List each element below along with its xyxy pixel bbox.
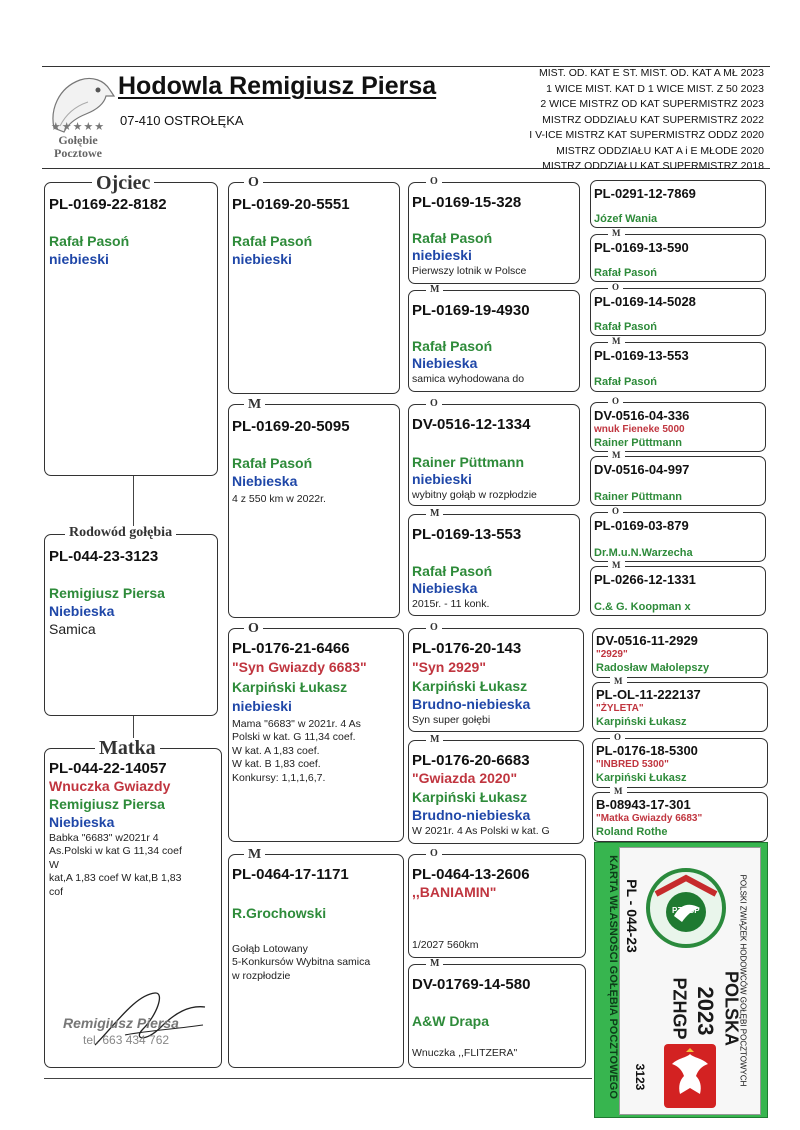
- o-label: O: [426, 399, 442, 409]
- card-right-text: POLSKI ZWIĄZEK HODOWCÓW GOŁĘBI POCZTOWYCH: [738, 874, 748, 1087]
- achievement: MIST. OD. KAT E ST. MIST. OD. KAT A MŁ 2023: [538, 67, 764, 79]
- note-line: Gołąb Lotowany: [232, 943, 308, 955]
- gen4-owner: Józef Wania: [594, 213, 658, 225]
- gen4-ring: PL-OL-11-222137: [596, 687, 701, 702]
- o-label: O: [426, 623, 442, 633]
- card-country: POLSKA: [721, 970, 742, 1046]
- gen3-owner: Rafał Pasoń: [412, 563, 493, 579]
- achievement: 2 WICE MISTRZ OD KAT SUPERMISTRZ 2023: [540, 98, 764, 110]
- subject-card: [44, 534, 218, 716]
- gen3-note: wybitny gołąb w rozpłodzie: [412, 489, 537, 501]
- note-line: cof: [49, 885, 64, 898]
- gen3-note: 2015r. - 11 konk.: [412, 598, 490, 610]
- card-ring-short: PL - 044-23: [624, 879, 640, 953]
- gen3-color: Niebieska: [412, 355, 478, 371]
- gen4-owner: Radosław Małolepszy: [596, 662, 710, 674]
- gen3-color: niebieski: [412, 247, 472, 263]
- dam-sire-owner: Karpiński Łukasz: [232, 679, 348, 695]
- dam-sire-card: [228, 628, 404, 842]
- gen3-name: "Gwiazda 2020": [412, 770, 518, 786]
- gen3-ring: PL-0464-13-2606: [412, 866, 530, 883]
- gen4-ring: PL-0266-12-1331: [594, 572, 696, 587]
- gen3-owner: Rafał Pasoń: [412, 338, 493, 354]
- gen4-owner: Rafał Pasoń: [594, 321, 657, 333]
- achievement: MISTRZ ODDZIAŁU KAT SUPERMISTRZ 2018: [542, 160, 764, 172]
- achievement: I V-ICE MISTRZ KAT SUPERMISTRZ ODDZ 2020: [529, 129, 764, 141]
- gen4-card: [590, 288, 766, 336]
- o-label: O: [608, 283, 623, 292]
- gen4-owner: Rainer Püttmann: [594, 491, 683, 503]
- m-label: M: [608, 561, 625, 570]
- mother-owner: Remigiusz Piersa: [49, 796, 165, 812]
- gen3-owner: A&W Drapa: [412, 1013, 490, 1029]
- gen4-owner: Rafał Pasoń: [594, 267, 657, 279]
- note-line: Babka "6683" w2021r 4: [49, 832, 159, 844]
- gen3-card: [408, 628, 584, 732]
- father-card: [44, 182, 218, 476]
- sire-dam-ring: PL-0169-20-5095: [232, 418, 350, 435]
- signature-name: Remigiusz Piersa: [63, 1015, 179, 1031]
- gen4-owner: Rainer Püttmann: [594, 437, 683, 449]
- m-label: M: [244, 398, 265, 412]
- dam-dam-owner: R.Grochowski: [232, 905, 327, 921]
- father-color: niebieski: [49, 251, 109, 267]
- note-line: Polski w kat. G 11,34 coef.: [232, 731, 356, 744]
- gen4-owner: C.& G. Koopman x: [594, 601, 691, 613]
- gen4-ring: B-08943-17-301: [596, 797, 691, 812]
- sire-dam-card: [228, 404, 400, 618]
- gen4-card: [590, 456, 766, 506]
- gen4-card: [590, 402, 766, 452]
- mother-name: Wnuczka Gwiazdy: [49, 778, 171, 794]
- card-panel: [619, 847, 761, 1115]
- signature-phone: tel. 663 434 762: [83, 1033, 170, 1047]
- gen4-ring: DV-0516-04-336: [594, 408, 690, 423]
- achievement: MISTRZ ODDZIAŁU KAT A i E MŁODE 2020: [556, 144, 764, 157]
- achievements-list: [464, 66, 764, 175]
- father-owner: Rafał Pasoń: [49, 233, 130, 249]
- note-line: W kat. A 1,83 coef.: [232, 744, 320, 757]
- o-label: O: [244, 176, 263, 190]
- gen4-ring: DV-0516-04-997: [594, 462, 690, 477]
- pedigree-label: Rodowód gołębia: [65, 526, 176, 540]
- gen3-note: Syn super gołębi: [412, 714, 491, 726]
- o-label: O: [610, 733, 625, 742]
- gen3-name: ,,BANIAMIN": [412, 884, 497, 900]
- note-line: w rozpłodzie: [232, 969, 291, 982]
- gen4-owner: Karpiński Łukasz: [596, 772, 687, 784]
- gen3-owner: Rainer Püttmann: [412, 454, 525, 470]
- gen3-card: [408, 404, 580, 506]
- gen3-note: Wnuczka ,,FLITZERA": [412, 1047, 518, 1059]
- gen4-name: "Matka Gwiazdy 6683": [596, 813, 703, 824]
- gen4-ring: PL-0169-14-5028: [594, 294, 696, 309]
- mother-card: [44, 748, 222, 1068]
- gen4-ring: PL-0176-18-5300: [596, 743, 698, 758]
- dam-dam-card: [228, 854, 404, 1068]
- mother-label: Matka: [95, 738, 160, 758]
- dam-sire-name: "Syn Gwiazdy 6683": [232, 659, 367, 675]
- sire-sire-color: niebieski: [232, 251, 292, 267]
- note-line: W: [49, 858, 59, 871]
- gen3-color: Brudno-niebieska: [412, 696, 531, 712]
- gen4-card: [592, 628, 768, 678]
- gen3-owner: Rafał Pasoń: [412, 230, 493, 246]
- m-label: M: [610, 677, 627, 686]
- logo-text: Gołębie Pocztowe: [54, 133, 102, 160]
- m-label: M: [426, 509, 443, 519]
- sire-sire-ring: PL-0169-20-5551: [232, 196, 350, 213]
- gen4-card: [590, 180, 766, 228]
- polish-eagle-icon: [664, 1044, 716, 1108]
- note-line: W kat. B 1,83 coef.: [232, 758, 321, 771]
- gen3-note: samica wyhodowana do: [412, 373, 525, 385]
- m-label: M: [608, 451, 625, 460]
- gen4-ring: DV-0516-11-2929: [596, 633, 698, 648]
- gen4-card: [592, 682, 768, 732]
- gen4-owner: Karpiński Łukasz: [596, 716, 687, 728]
- m-label: M: [610, 787, 627, 796]
- subject-owner: Remigiusz Piersa: [49, 585, 165, 601]
- achievement: 1 WICE MIST. KAT D 1 WICE MIST. Z 50 2023: [546, 82, 764, 95]
- mother-color: Niebieska: [49, 814, 115, 830]
- m-label: M: [244, 848, 265, 862]
- father-ring: PL-0169-22-8182: [49, 196, 167, 213]
- gen3-card: [408, 740, 584, 844]
- gen4-card: [590, 512, 766, 562]
- gen4-name: "ŻYLETA": [596, 703, 644, 714]
- note-line: Konkursy: 1,1,1,6,7.: [232, 771, 326, 784]
- logo-stars: ★★★★★: [50, 121, 106, 133]
- gen3-card: [408, 854, 586, 958]
- gen3-name: "Syn 2929": [412, 659, 486, 675]
- gen4-card: [590, 566, 766, 616]
- sire-sire-owner: Rafał Pasoń: [232, 233, 313, 249]
- gen3-note: Pierwszy lotnik w Polsce: [412, 265, 527, 277]
- gen4-ring: PL-0169-13-590: [594, 240, 689, 255]
- m-label: M: [426, 735, 443, 745]
- gen3-note: W 2021r. 4 As Polski w kat. G: [412, 825, 550, 837]
- card-number: 3123: [633, 1063, 647, 1091]
- gen4-owner: Roland Rothe: [596, 826, 668, 838]
- gen3-ring: PL-0176-20-6683: [412, 752, 530, 769]
- dam-dam-ring: PL-0464-17-1171: [232, 866, 349, 883]
- gen3-ring: PL-0169-19-4930: [412, 302, 530, 319]
- gen4-card: [590, 342, 766, 392]
- dam-sire-color: niebieski: [232, 698, 292, 714]
- gen4-name: wnuk Fieneke 5000: [594, 424, 685, 435]
- dam-sire-note: [232, 718, 400, 785]
- m-label: M: [426, 959, 443, 969]
- achievement: MISTRZ ODDZIAŁU KAT SUPERMISTRZ 2022: [542, 113, 764, 126]
- connector-line: [133, 474, 134, 530]
- gen3-color: Niebieska: [412, 580, 478, 596]
- gen3-owner: Karpiński Łukasz: [412, 789, 528, 805]
- sire-sire-card: [228, 182, 400, 394]
- gen4-card: [590, 234, 766, 282]
- note-line: 5-Konkursów Wybitna samica: [232, 956, 371, 969]
- gen4-card: [592, 738, 768, 788]
- note-line: As.Polski w kat G 11,34 coef: [49, 845, 182, 858]
- o-label: O: [426, 177, 442, 187]
- note-line: kat,A 1,83 coef W kat,B 1,83: [49, 872, 182, 885]
- gen3-card: [408, 182, 580, 284]
- o-label: O: [244, 622, 263, 636]
- sire-dam-color: Niebieska: [232, 473, 298, 489]
- breeder-logo: [40, 70, 116, 166]
- gen3-card: [408, 964, 586, 1068]
- card-org: PZHGP: [669, 977, 690, 1040]
- card-year: 2023: [693, 986, 718, 1036]
- card-side-text: KARTA WŁASNOŚCI GOŁĘBIA POCZTOWEGO: [607, 855, 619, 1099]
- gen4-owner: Dr.M.u.N.Warzecha: [594, 547, 693, 559]
- card-logo-text: PZHGP: [672, 906, 700, 915]
- gen4-card: [592, 792, 768, 842]
- breeder-title: Hodowla Remigiusz Piersa: [118, 72, 437, 100]
- gen4-ring: PL-0169-03-879: [594, 518, 689, 533]
- dam-dam-note: [232, 943, 400, 983]
- gen4-ring: PL-0169-13-553: [594, 348, 689, 363]
- o-label: O: [608, 397, 623, 406]
- sire-dam-owner: Rafał Pasoń: [232, 455, 313, 471]
- gen4-name: "2929": [596, 649, 628, 660]
- father-label: Ojciec: [92, 173, 154, 193]
- gen4-owner: Rafał Pasoń: [594, 376, 657, 388]
- gen3-note: 1/2027 560km: [412, 939, 479, 951]
- m-label: M: [608, 337, 625, 346]
- footer-rule: [44, 1078, 592, 1079]
- gen3-ring: DV-0516-12-1334: [412, 416, 531, 433]
- gen3-card: [408, 514, 580, 616]
- m-label: M: [426, 285, 443, 295]
- mother-ring: PL-044-22-14057: [49, 760, 167, 777]
- breeder-address: 07-410 OSTROŁĘKA: [120, 113, 244, 128]
- gen3-ring: PL-0169-13-553: [412, 526, 522, 543]
- gen3-ring: PL-0169-15-328: [412, 194, 522, 211]
- m-label: M: [608, 229, 625, 238]
- gen3-color: Brudno-niebieska: [412, 807, 531, 823]
- subject-ring: PL-044-23-3123: [49, 548, 159, 565]
- gen3-ring: DV-01769-14-580: [412, 976, 531, 993]
- gen4-name: "INBRED 5300": [596, 759, 669, 770]
- mother-note: [49, 832, 217, 899]
- sire-dam-note: 4 z 550 km w 2022r.: [232, 493, 326, 505]
- o-label: O: [608, 507, 623, 516]
- note-line: Mama "6683" w 2021r. 4 As: [232, 718, 361, 730]
- dam-sire-ring: PL-0176-21-6466: [232, 640, 350, 657]
- ownership-card: [594, 842, 768, 1118]
- gen3-owner: Karpiński Łukasz: [412, 678, 528, 694]
- subject-color: Niebieska: [49, 603, 115, 619]
- gen4-ring: PL-0291-12-7869: [594, 186, 696, 201]
- gen3-color: niebieski: [412, 471, 472, 487]
- gen3-card: [408, 290, 580, 392]
- o-label: O: [426, 849, 442, 859]
- gen3-ring: PL-0176-20-143: [412, 640, 522, 657]
- subject-sex: Samica: [49, 621, 96, 637]
